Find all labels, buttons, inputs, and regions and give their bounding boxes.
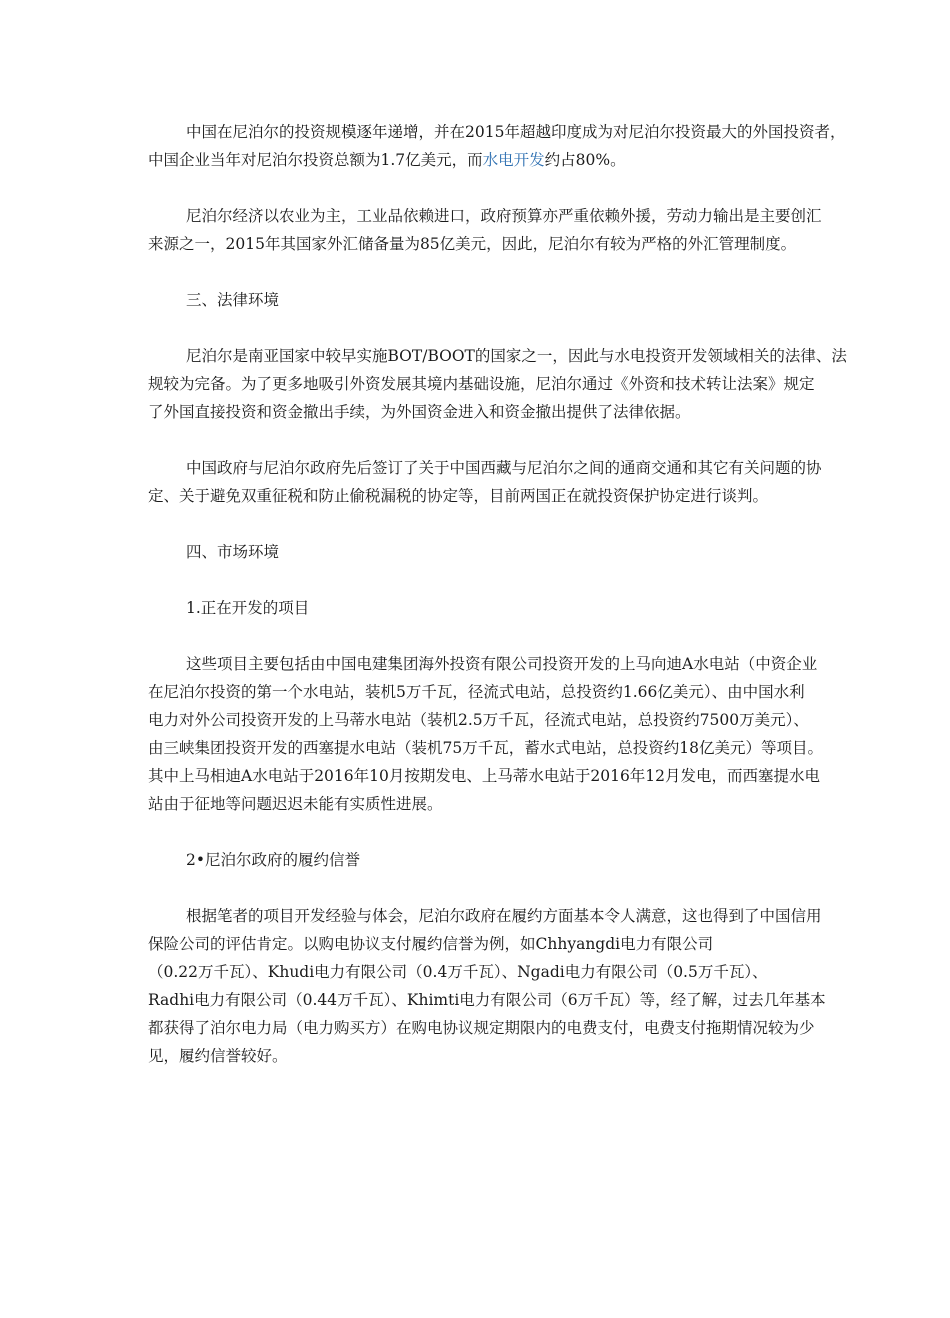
paragraph-1-text-a: 中国企业当年对尼泊尔投资总额为1.7亿美元，而 <box>148 151 483 169</box>
paragraph-1-line-1: 中国在尼泊尔的投资规模逐年递增，并在2015年超越印度成为对尼泊尔投资最大的外国投资者， <box>186 123 846 141</box>
paragraph-1-line-2 <box>148 150 626 170</box>
hydropower-link[interactable]: 水电开发 <box>482 151 545 169</box>
paragraph-3-line-3: 了外国直接投资和资金撤出手续，为外国资金进入和资金撤出提供了法律依据。 <box>148 403 691 421</box>
subheading-projects: 1.正在开发的项目 <box>186 599 310 617</box>
paragraph-2-line-2: 来源之一，2015年其国家外汇储备量为85亿美元，因此，尼泊尔有较为严格的外汇管理制度。 <box>148 235 797 253</box>
subheading-credibility: 2•尼泊尔政府的履约信誉 <box>186 851 361 869</box>
section-heading-market: 四、市场环境 <box>186 543 280 561</box>
paragraph-4-line-1: 中国政府与尼泊尔政府先后签订了关于中国西藏与尼泊尔之间的通商交通和其它有关问题的协 <box>186 459 822 477</box>
paragraph-6-line-5: 都获得了泊尔电力局（电力购买方）在购电协议规定期限内的电费支付，电费支付拖期情况较为少 <box>148 1019 815 1037</box>
paragraph-6-line-4: Radhi电力有限公司（0.44万千瓦）、Khimti电力有限公司（6万千瓦）等，经了解，过去几年基本 <box>148 991 826 1009</box>
section-heading-legal: 三、法律环境 <box>186 291 280 309</box>
paragraph-5-line-1: 这些项目主要包括由中国电建集团海外投资有限公司投资开发的上马向迪A水电站（中资企业 <box>186 655 818 673</box>
paragraph-5-line-5: 其中上马相迪A水电站于2016年10月按期发电、上马蒂水电站于2016年12月发电，而西塞提水电 <box>148 767 821 785</box>
paragraph-3-line-2: 规较为完备。为了更多地吸引外资发展其境内基础设施，尼泊尔通过《外资和技术转让法案》规定 <box>148 375 815 393</box>
paragraph-5-line-3: 电力对外公司投资开发的上马蒂水电站（装机2.5万千瓦，径流式电站，总投资约7500万美元）、 <box>148 711 809 729</box>
paragraph-6-line-6: 见，履约信誉较好。 <box>148 1047 288 1065</box>
paragraph-5-line-2: 在尼泊尔投资的第一个水电站，装机5万千瓦，径流式电站，总投资约1.66亿美元）、由中国水利 <box>148 683 805 701</box>
paragraph-5-line-6: 站由于征地等问题迟迟未能有实质性进展。 <box>148 795 443 813</box>
paragraph-4-line-2: 定、关于避免双重征税和防止偷税漏税的协定等，目前两国正在就投资保护协定进行谈判。 <box>148 487 769 505</box>
paragraph-1-text-b: 约占80%。 <box>544 151 626 169</box>
paragraph-6-line-1: 根据笔者的项目开发经验与体会，尼泊尔政府在履约方面基本令人满意，这也得到了中国信用 <box>186 907 822 925</box>
paragraph-6-line-3: （0.22万千瓦）、Khudi电力有限公司（0.4万千瓦）、Ngadi电力有限公司（0.5万千瓦）、 <box>148 963 768 981</box>
paragraph-3-line-1: 尼泊尔是南亚国家中较早实施BOT/BOOT的国家之一，因此与水电投资开发领域相关的法律、法 <box>186 347 847 365</box>
paragraph-5-line-4: 由三峡集团投资开发的西塞提水电站（装机75万千瓦，蓄水式电站，总投资约18亿美元）等项目。 <box>148 739 823 757</box>
paragraph-6-line-2: 保险公司的评估肯定。以购电协议支付履约信誉为例，如Chhyangdi电力有限公司 <box>148 935 714 953</box>
paragraph-2-line-1: 尼泊尔经济以农业为主，工业品依赖进口，政府预算亦严重依赖外援，劳动力输出是主要创汇 <box>186 207 822 225</box>
